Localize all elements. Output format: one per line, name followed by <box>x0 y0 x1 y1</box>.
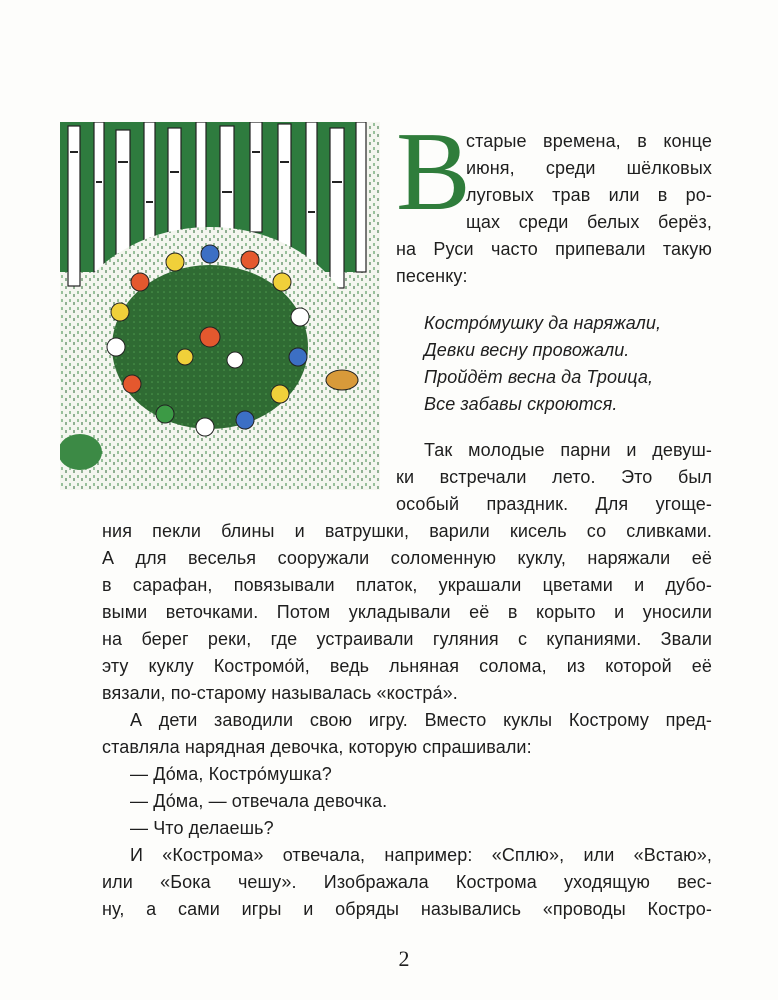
paragraph-line: И «Кострома» отвечала, например: «Сплю», или «Встаю», <box>130 845 712 865</box>
intro-line: на Руси часто припевали такую <box>396 239 712 259</box>
paragraph-line: эту куклу Костромо́й, ведь льняная солома, из которой её <box>102 656 712 676</box>
dialogue-line: — До́ма, Костро́мушка? <box>130 764 332 784</box>
paragraph-line: ки встречали лето. Это был <box>396 467 712 487</box>
paragraph-line: особый праздник. Для угоще- <box>396 494 712 514</box>
intro-line: луговых трав или в ро- <box>466 185 712 205</box>
poem-line: Все забавы скроются. <box>424 394 618 414</box>
dialogue-line: — До́ма, — отвечала девочка. <box>130 791 388 811</box>
paragraph-line: ну, а сами игры и обряды назывались «проводы Костро- <box>102 899 712 919</box>
intro-line: щах среди белых берёз, <box>466 212 712 232</box>
paragraph-line: вязали, по-старому называлась «костра́». <box>102 683 458 703</box>
paragraph-line: Так молодые парни и девуш- <box>424 440 712 460</box>
paragraph-line: на берег реки, где устраивали гуляния с купаниями. Звали <box>102 629 712 649</box>
paragraph-line: ния пекли блины и ватрушки, варили кисель со сливками. <box>102 521 712 541</box>
paragraph-line: или «Бока чешу». Изображала Кострома уходящую вес- <box>102 872 712 892</box>
intro-line: старые времена, в конце <box>466 131 712 151</box>
round-dance-illustration <box>60 122 380 490</box>
poem-line: Костро́мушку да наряжали, <box>424 313 662 333</box>
poem-line: Пройдёт весна да Троица, <box>424 367 654 387</box>
paragraph-line: ставляла нарядная девочка, которую спрашивали: <box>102 737 532 757</box>
paragraph-line: в сарафан, повязывали платок, украшали цветами и дубо- <box>102 575 712 595</box>
intro-line: песенку: <box>396 266 468 286</box>
intro-line: июня, среди шёлковых <box>466 158 712 178</box>
drop-cap: В <box>396 110 471 234</box>
paragraph-line: выми веточками. Потом укладывали её в корыто и уносили <box>102 602 712 622</box>
poem-line: Девки весну провожали. <box>424 340 630 360</box>
dialogue-line: — Что делаешь? <box>130 818 274 838</box>
paragraph-line: А дети заводили свою игру. Вместо куклы Кострому пред- <box>130 710 712 730</box>
paragraph-line: А для веселья сооружали соломенную куклу, наряжали её <box>102 548 712 568</box>
page-number: 2 <box>398 946 410 971</box>
